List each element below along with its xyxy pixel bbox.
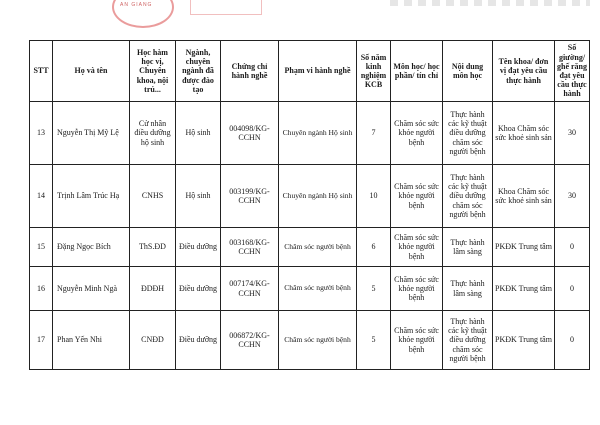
seal-lettering: AN GIANG: [120, 2, 153, 8]
staff-table: [29, 40, 590, 370]
cell-name: Nguyễn Minh Ngà: [53, 267, 130, 311]
cell-stt: 15: [30, 228, 53, 267]
header-content: Nội dung môn học: [443, 41, 493, 102]
cell-department: PKĐK Trung tâm: [493, 228, 555, 267]
cell-name: Trịnh Lâm Trúc Hạ: [53, 165, 130, 228]
cell-department: PKĐK Trung tâm: [493, 267, 555, 311]
cell-certificate: 003168/KG-CCHN: [221, 228, 279, 267]
cell-subject: Chăm sóc sức khỏe người bệnh: [391, 267, 443, 311]
header-beds: Số giường/ ghế răng đạt yêu cầu thực hành: [555, 41, 590, 102]
cell-scope: Chuyên ngành Hộ sinh: [279, 165, 357, 228]
header-stt: STT: [30, 41, 53, 102]
cell-content: Thực hành các kỹ thuật điều dưỡng chăm sóc người bệnh: [443, 165, 493, 228]
cell-degree: CNĐD: [130, 311, 176, 370]
cell-subject: Chăm sóc sức khỏe người bệnh: [391, 102, 443, 165]
cell-department: Khoa Chăm sóc sức khoẻ sinh sản: [493, 165, 555, 228]
cell-stt: 14: [30, 165, 53, 228]
cell-degree: ThS.ĐD: [130, 228, 176, 267]
cell-degree: CNHS: [130, 165, 176, 228]
table-header-row: [30, 41, 590, 102]
table-row: [30, 165, 590, 228]
header-degree: Học hàm học vị, Chuyên khoa, nội trú...: [130, 41, 176, 102]
cell-scope: Chăm sóc người bệnh: [279, 228, 357, 267]
cell-beds: 30: [555, 165, 590, 228]
cell-beds: 0: [555, 311, 590, 370]
cell-certificate: 004098/KG-CCHN: [221, 102, 279, 165]
cell-beds: 0: [555, 267, 590, 311]
cell-content: Thực hành lâm sàng: [443, 267, 493, 311]
cell-content: Thực hành lâm sàng: [443, 228, 493, 267]
cell-certificate: 003199/KG-CCHN: [221, 165, 279, 228]
cell-major: Điều dưỡng: [176, 267, 221, 311]
cell-subject: Chăm sóc sức khỏe người bệnh: [391, 311, 443, 370]
cell-major: Điều dưỡng: [176, 228, 221, 267]
header-scope: Phạm vi hành nghề: [279, 41, 357, 102]
cell-certificate: 007174/KG-CCHN: [221, 267, 279, 311]
header-department: Tên khoa/ đơn vị đạt yêu cầu thực hành: [493, 41, 555, 102]
cell-stt: 16: [30, 267, 53, 311]
cell-department: Khoa Chăm sóc sức khoẻ sinh sản: [493, 102, 555, 165]
cell-content: Thực hành các kỹ thuật điều dưỡng chăm sóc người bệnh: [443, 102, 493, 165]
cell-stt: 17: [30, 311, 53, 370]
table-row: [30, 311, 590, 370]
cell-beds: 0: [555, 228, 590, 267]
cell-years: 10: [357, 165, 391, 228]
cell-scope: Chăm sóc người bệnh: [279, 267, 357, 311]
cell-stt: 13: [30, 102, 53, 165]
cell-scope: Chăm sóc người bệnh: [279, 311, 357, 370]
cell-name: Đặng Ngọc Bích: [53, 228, 130, 267]
cell-major: Hộ sinh: [176, 165, 221, 228]
header-years: Số năm kinh nghiệm KCB: [357, 41, 391, 102]
header-name: Họ và tên: [53, 41, 130, 102]
cell-content: Thực hành các kỹ thuật điều dưỡng chăm sóc người bệnh: [443, 311, 493, 370]
header-certificate: Chứng chỉ hành nghề: [221, 41, 279, 102]
cell-years: 5: [357, 267, 391, 311]
cell-major: Hộ sinh: [176, 102, 221, 165]
cell-scope: Chuyên ngành Hộ sinh: [279, 102, 357, 165]
header-major: Ngành, chuyên ngành đã được đào tạo: [176, 41, 221, 102]
table-row: [30, 228, 590, 267]
cell-department: PKĐK Trung tâm: [493, 311, 555, 370]
cell-major: Điều dưỡng: [176, 311, 221, 370]
table-row: [30, 102, 590, 165]
cell-years: 5: [357, 311, 391, 370]
cell-years: 7: [357, 102, 391, 165]
cell-name: Phan Yến Nhi: [53, 311, 130, 370]
cell-subject: Chăm sóc sức khỏe người bệnh: [391, 165, 443, 228]
cell-degree: ĐDĐH: [130, 267, 176, 311]
cell-subject: Chăm sóc sức khỏe người bệnh: [391, 228, 443, 267]
cell-beds: 30: [555, 102, 590, 165]
cell-certificate: 006872/KG-CCHN: [221, 311, 279, 370]
header-subject: Môn học/ học phần/ tín chỉ: [391, 41, 443, 102]
cell-years: 6: [357, 228, 391, 267]
scan-artifact: [390, 0, 590, 6]
cell-name: Nguyễn Thị Mỹ Lệ: [53, 102, 130, 165]
red-stamp-fragment: [190, 0, 262, 15]
table-row: [30, 267, 590, 311]
cell-degree: Cử nhân điều dưỡng hộ sinh: [130, 102, 176, 165]
